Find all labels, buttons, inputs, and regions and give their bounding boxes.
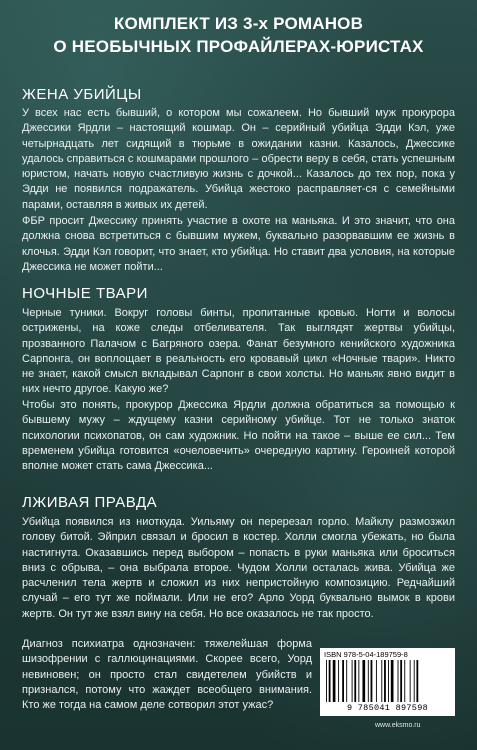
section-lie-paragraph-2: Диагноз психиатра однозначен: тяжелейшая форма шизофрении с галлюцинациями. Скорее всего, Уорд невиновен; он просто стал свидетелем убийств и признался, потому что жаждет всеобщего внимания. Кто же тогда на самом деле сотворил этот ужас? — [22, 638, 312, 712]
barcode-bar — [338, 660, 339, 702]
barcode-bar — [368, 660, 369, 702]
barcode-bar — [384, 660, 386, 702]
barcode-bar — [414, 660, 415, 702]
barcode-bar — [358, 660, 359, 702]
barcode-bar — [333, 660, 336, 702]
header-line-1: КОМПЛЕКТ ИЗ 3-х РОМАНОВ — [113, 14, 364, 33]
barcode-bar — [352, 660, 353, 702]
barcode-bar — [354, 660, 356, 702]
barcode-bar — [362, 660, 365, 702]
publisher-website: www.eksmo.ru — [375, 722, 421, 729]
barcode-bar — [410, 660, 411, 702]
barcode-digits: 9 785041 897598 — [346, 703, 428, 713]
barcode-bar — [346, 660, 347, 702]
isbn-barcode-block — [320, 648, 455, 716]
barcode-bar — [391, 660, 394, 702]
section-title-wife: ЖЕНА УБИЙЦЫ — [22, 86, 142, 103]
header-line-2: О НЕОБЫЧНЫХ ПРОФАЙЛЕРАХ-ЮРИСТАХ — [53, 37, 424, 56]
barcode-bar — [371, 660, 373, 702]
barcode-bar — [326, 660, 327, 702]
section-title-night: НОЧНЫЕ ТВАРИ — [22, 285, 148, 302]
barcode-bar — [404, 660, 405, 702]
barcode-bar — [376, 660, 377, 702]
barcode-bar — [381, 660, 382, 702]
section-night-paragraph-2: Чтобы это понять, прокурор Джессика Ярдли должна обратиться за помощью к бывшему мужу – ждущему казни серийному убийце. Тот не только знаток психологии психопатов, он сам художник. Но пойти на такое – выше ее сил... Тем временем убийца готовится «очеловечить» очередную картину. Героиней которой вполне может стать сама Джессика... — [22, 399, 455, 473]
barcode-bar — [400, 660, 402, 702]
barcode-bar — [342, 660, 344, 702]
barcode-graphic — [324, 660, 451, 702]
barcode-bar — [329, 660, 331, 702]
section-title-lie: ЛЖИВАЯ ПРАВДА — [22, 494, 158, 511]
section-wife-paragraph-2: ФБР просит Джессику принять участие в охоте на маньяка. И это значит, что она должна снова встретиться с бывшим мужем, буквально разорвавшим ее жизнь в клочья. Эдди Кэл говорит, что знает, кто убийца. Но ставит два условия, на которые Джессика не может пойти... — [22, 215, 455, 273]
barcode-bar — [416, 660, 418, 702]
barcode-bar — [388, 660, 389, 702]
barcode-bar — [398, 660, 399, 702]
isbn-number: ISBN 978-5-04-189759-8 — [324, 650, 408, 659]
section-wife-paragraph-1: У всех нас есть бывший, о котором мы сожалеем. Но бывший муж прокурора Джессики Ярдли – настоящий кошмар. Он – серийный убийца Эдди Кэл, уже четырнадцать лет сидящий в тюрьме в ожидании казни. Казалось, Джессике удалось справиться с кошмарами прошлого – обрести веру в себя, стать успешным юристом, начать новую счастливую жизнь с дочкой... Казалось до тех пор, пока у Эдди не появился подражатель. Убийца жестоко расправляет-ся с семейными парами, оставляя в живых их детей. — [22, 107, 455, 211]
section-lie-paragraph-1: Убийца появился из ниоткуда. Уильяму он перерезал горло. Майклу размозжил голову битой. Эйприл связал и бросил в костер. Холли смогла убежать, но была настигнута. Оказавшись перед выбором – попасть в руки маньяка или броситься вниз с обрыва, – она выбрала второе. Чудом Холли осталась жива. Убийца же расчленил тела жертв и сложил из них непристойную композицию. Редчайший случай – его тут же поймали. Или не его? Арло Уорд буквально вымок в крови жертв. Он тут же взял вину на себя. Но все оказалось не так просто. — [22, 516, 455, 620]
section-night-paragraph-1: Черные туники. Вокруг головы бинты, пропитанные кровью. Ногти и волосы острижены, на коже следы отбеливателя. Так выглядят жертвы убийцы, прозванного Палачом с Багряного озера. Фанат безумного кенийского художника Сарпонга, он воплощает в реальность его кровавый цикл «Ночные твари». Никто не знает, какой смысл вкладывал Сарпонг в свои холсты. Но маньяк явно видит в них нечто другое. Какую же? — [22, 307, 455, 396]
header-title — [0, 12, 477, 58]
